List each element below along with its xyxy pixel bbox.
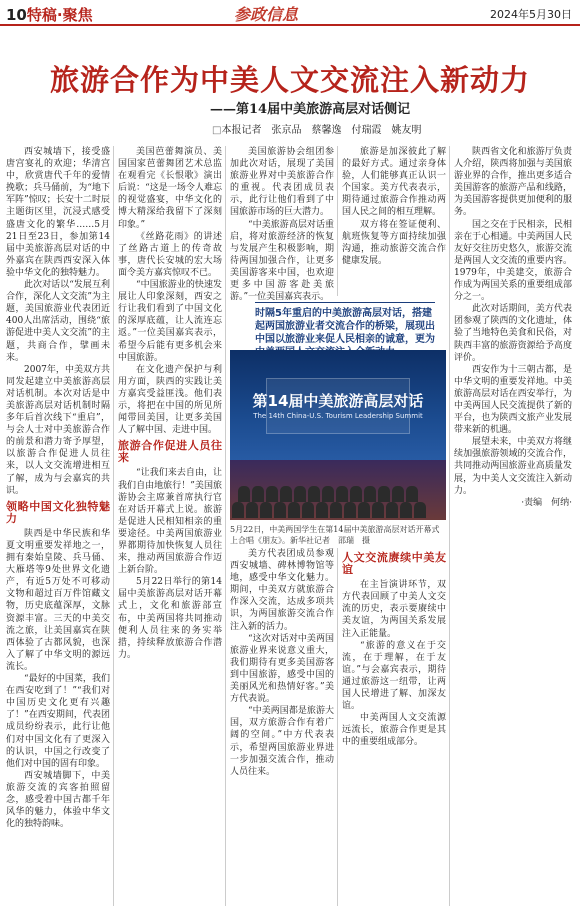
paragraph: 5月22日举行的第14届中美旅游高层对话开幕式上，文化和旅游部宣布，中美两国将共同推动便利人员往来的务实举措，持续释放旅游合作潜力。 bbox=[118, 577, 222, 660]
paragraph: 在文化遗产保护与利用方面，陕西的实践让美方嘉宾受益匪浅。他们表示，将把在中国的所见所闻带回美国，让更多美国人了解中国、走进中国。 bbox=[118, 364, 222, 436]
column-4-bottom bbox=[342, 548, 446, 906]
paragraph: 展望未来，中美双方将继续加强旅游领域的交流合作，共同推动两国旅游业高质量发展，为中美人文交流注入新动力。 bbox=[454, 437, 572, 496]
paragraph: 双方将在签证便利、航班恢复等方面持续加强沟通，推动旅游交流合作健康发展。 bbox=[342, 219, 446, 266]
square-icon: □ bbox=[212, 125, 222, 136]
column-divider bbox=[337, 146, 338, 296]
section-heading: 人文交流赓续中美友谊 bbox=[342, 551, 446, 577]
column-1 bbox=[6, 146, 110, 906]
paragraph: “最好的中国菜，我们在西安吃到了！”“我们对中国历史文化更有兴趣了！”在西安期间，代表团成员纷纷表示，此行让他们对中国文化有了更深入的认识，中国之行改变了他们对中国的固有印象。 bbox=[6, 674, 110, 769]
page-number: 10 bbox=[6, 6, 27, 24]
column-4-top bbox=[342, 146, 446, 296]
headline: 旅游合作为中美人文交流注入新动力 bbox=[49, 63, 530, 97]
paragraph: “旅游的意义在于交流，在于理解，在于友谊。”与会嘉宾表示，期待通过旅游这一纽带，让两国人民增进了解、加深友谊。 bbox=[342, 640, 446, 712]
paragraph: 西安城墙下，接受盛唐宫宴礼的欢迎；华清宫中，欣赏唐代千年的爱情挽歌；兵马俑前，为“地下军阵”惊叹；长安十二时辰主题街区里，沉浸式感受盛唐文化的繁华……5月21日至23日，参加第14届中美旅游高层对话的中外嘉宾在陕西西安深入体验中华文化的独特魅力。 bbox=[6, 147, 110, 278]
column-divider bbox=[113, 146, 114, 906]
paragraph: 美国芭蕾舞演员、美国国家芭蕾舞团艺术总监在观看完《长恨歌》演出后说：“这是一场令人难忘的视觉盛宴，中华文化的博大精深给我留下了深刻印象。” bbox=[118, 147, 222, 230]
section-heading: 领略中国文化独特魅力 bbox=[6, 499, 110, 525]
photo-caption: 5月22日，中美两国学生在第14届中美旅游高层对话开幕式上合唱《朋友》。新华社记者 邵瑞 摄 bbox=[230, 525, 440, 545]
paragraph: 此次对话以“发展互利合作，深化人文交流”为主题，美国旅游业代表团近400人出席活动，围绕“旅游促进中美人文交流”的主题，共商合作，擘画未来。 bbox=[6, 280, 110, 363]
paragraph: 在主旨演讲环节，双方代表回顾了中美人文交流的历史，表示要赓续中美友谊，为两国关系发展注入正能量。 bbox=[342, 580, 446, 639]
column-3-top bbox=[230, 146, 334, 303]
paragraph: 2007年，中美双方共同发起建立中美旅游高层对话机制。本次对话是中美旅游高层对话机制时隔多年后首次线下“重启”，与会人士对中美旅游合作的前景和潜力寄予厚望，以旅游合作促进人员往来，以人文交流增进相互了解，成为与会嘉宾的共识。 bbox=[6, 364, 110, 496]
column-divider bbox=[225, 146, 226, 906]
page-number-section bbox=[6, 4, 93, 25]
paragraph: 美国旅游协会组团参加此次对话，展现了美国旅游业界对中美旅游合作的重视。代表团成员表示，此行让他们看到了中国旅游市场的巨大潜力。 bbox=[230, 147, 334, 218]
paragraph: “让我们来去自由，让我们自由地旅行！”美国旅游协会主席兼首席执行官在对话开幕式上说。旅游是促进人民相知相亲的重要途径。中美两国旅游业界都期待加快恢复人员往来，推动两国旅游合作迈上新台阶。 bbox=[118, 468, 222, 576]
column-2 bbox=[118, 146, 222, 906]
paragraph: “中国旅游业的快速发展让人印象深刻，西安之行让我们看到了中国文化的深厚底蕴，让人流连忘返。”一位美国嘉宾表示，希望今后能有更多机会来中国旅游。 bbox=[118, 280, 222, 363]
performer-row bbox=[238, 486, 438, 502]
page-header bbox=[0, 0, 580, 26]
byline-text: 本报记者 张京品 蔡馨逸 付瑞霞 姚友明 bbox=[221, 125, 422, 136]
paragraph: “这次对话对中美两国旅游业界来说意义重大，我们期待有更多美国游客到中国旅游，感受中国的美丽风光和热情好客。”美方代表说。 bbox=[230, 633, 334, 705]
paragraph: 陕西是中华民族和华夏文明重要发祥地之一，拥有秦始皇陵、兵马俑、大雁塔等9处世界文化遗产，有近5万处不可移动文物和超过百万件馆藏文物，历史底蕴深厚，文脉资源丰富。三天的中美交流之旅，让美国嘉宾在陕西体验了古都风貌，也深入了解了中华文明的源远流长。 bbox=[6, 528, 110, 672]
subheadline: ——第14届中美旅游高层对话侧记 bbox=[210, 102, 411, 117]
column-5 bbox=[454, 146, 572, 906]
paragraph: “中美两国都是旅游大国，双方旅游合作有着广阔的空间。”中方代表表示，希望两国旅游业界进一步加强交流合作，推动人员往来。 bbox=[230, 706, 334, 777]
photo-banner-title: 第14届中美旅游高层对话 bbox=[252, 392, 424, 410]
photo-banner-subtitle: The 14th China-U.S. Tourism Leadership Summit bbox=[253, 412, 423, 420]
paragraph: “中美旅游高层对话重启，将对旅游经济的恢复与发展产生积极影响，期待两国加强合作，让更多美国游客来中国，也欢迎更多中国游客赴美旅游。”一位美国嘉宾表示。 bbox=[230, 219, 334, 303]
pull-quote: 时隔5年重启的中美旅游高层对话，搭建起两国旅游业者交流合作的桥梁，展现出中国以旅游业来促人民相亲的诚意，更为 bbox=[255, 302, 435, 364]
paragraph: 中美两国人文交流源远流长，旅游合作更是其中的重要组成部分。 bbox=[342, 713, 446, 748]
editor-credit: ·责编 何纳· bbox=[521, 497, 572, 508]
newspaper-logo: 参政信息 bbox=[234, 5, 299, 24]
paragraph: 西安作为十三朝古都，是中华文明的重要发祥地。中美旅游高层对话在西安举行，为中美两国人民交流提供了新的平台，也为陕西文旅产业发展带来新的机遇。 bbox=[454, 364, 572, 436]
paragraph: 旅游是加深彼此了解的最好方式。通过亲身体验，人们能够真正认识一个国家。美方代表表示，期待通过旅游合作推动两国人民之间的相互理解。 bbox=[342, 147, 446, 218]
paragraph: 陕西省文化和旅游厅负责人介绍，陕西将加强与美国旅游业界的合作，推出更多适合美国游客的旅游产品和线路，为美国游客提供更加便利的服务。 bbox=[454, 147, 572, 218]
paragraph: 此次对话期间，美方代表团参观了陕西的文化遗址，体验了当地特色美食和民俗，对陕西丰富的旅游资源给予高度评价。 bbox=[454, 304, 572, 363]
section-name: 特稿·聚焦 bbox=[26, 6, 93, 24]
paragraph: 美方代表团成员参观西安城墙、碑林博物馆等地，感受中华文化魅力。期间，中美双方就旅游合作深入交流，达成多项共识，为两国旅游交流合作注入新的活力。 bbox=[230, 549, 334, 632]
paragraph: 国之交在于民相亲，民相亲在于心相通。中美两国人民友好交往历史悠久，旅游交流是两国人文交流的重要内容。1979年，中美建交，旅游合作成为两国关系的重要组成部分之一。 bbox=[454, 219, 572, 303]
column-3-bottom bbox=[230, 548, 334, 906]
news-photo bbox=[230, 350, 446, 520]
paragraph: 《丝路花雨》的讲述了丝路古道上的传奇故事，唐代长安城的宏大场面令美方嘉宾惊叹不已。 bbox=[118, 231, 222, 278]
performer-row bbox=[232, 502, 432, 518]
byline bbox=[212, 121, 421, 136]
section-heading: 旅游合作促进人员往来 bbox=[118, 439, 222, 465]
column-divider bbox=[449, 146, 450, 906]
issue-date: 2024年5月30日 bbox=[490, 8, 572, 21]
paragraph: 西安城墙脚下，中美旅游交流的宾客拍照留念，感受着中国古都千年风华的魅力，体验中华文化的独特韵味。 bbox=[6, 770, 110, 830]
column-divider bbox=[337, 548, 338, 906]
